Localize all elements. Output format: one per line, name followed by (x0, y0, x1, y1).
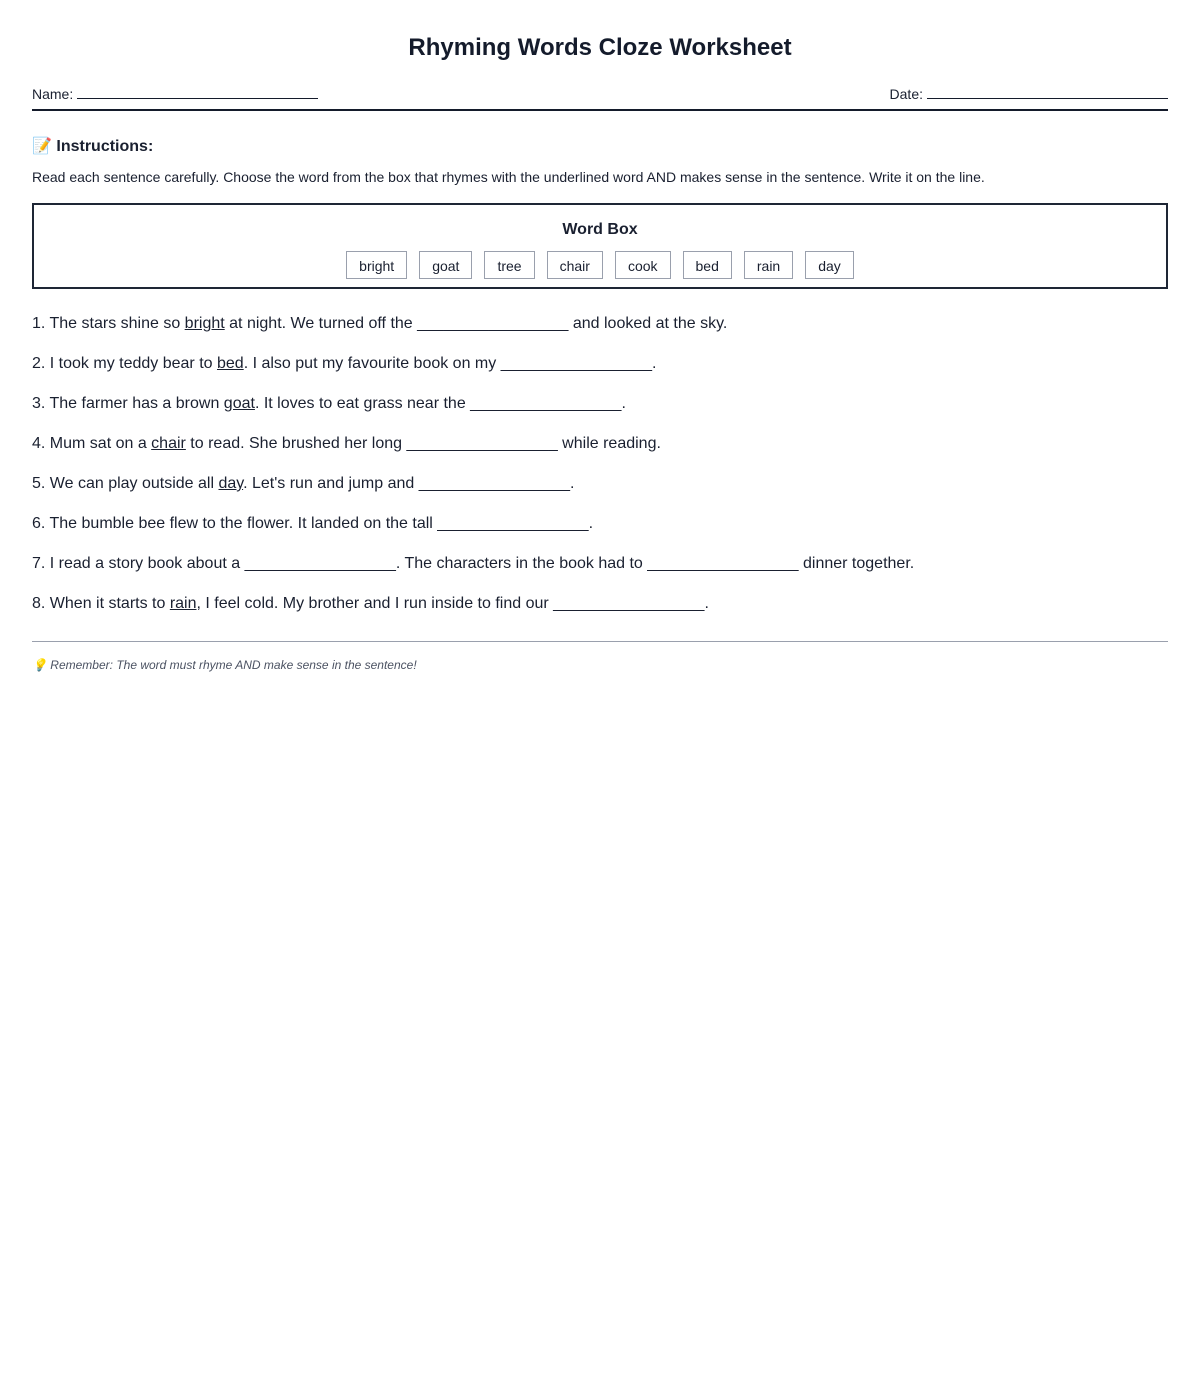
sentence-text: 1. The stars shine so (32, 315, 185, 332)
answer-blank[interactable]: _________________ (437, 515, 589, 532)
instructions-text: Read each sentence carefully. Choose the word from the box that rhymes with the underlined word AND makes sense in the sentence. Write it on the line. (32, 169, 985, 185)
instructions-heading-text: Instructions: (56, 138, 154, 155)
underlined-word: bed (216, 355, 244, 372)
answer-blank[interactable]: _________________ (470, 395, 622, 412)
date-label: Date: (889, 86, 923, 102)
word-chip: tree (484, 251, 534, 279)
page-title: Rhyming Words Cloze Worksheet (408, 34, 792, 61)
word-chip: chair (547, 251, 603, 279)
sentence-text: 7. I read a story book about a (32, 555, 245, 572)
word-chip: rain (744, 251, 793, 279)
word-chip: bed (683, 251, 732, 279)
name-field[interactable] (32, 83, 318, 103)
question-5 (32, 474, 1168, 494)
answer-blank[interactable]: _________________ (244, 555, 396, 572)
date-line[interactable] (927, 83, 1168, 99)
answer-blank[interactable]: _________________ (406, 435, 558, 452)
answer-blank[interactable]: _________________ (553, 595, 705, 612)
sentence-text: 3. The farmer has a brown (32, 395, 224, 412)
sentence-text: . It loves to eat grass near the (254, 395, 471, 412)
sentence-text: , I feel cold. My brother and I run inside to find our (196, 595, 554, 612)
word-chip: cook (615, 251, 671, 279)
name-label: Name: (32, 86, 74, 102)
word-box (32, 203, 1168, 289)
answer-blank[interactable]: _________________ (500, 355, 652, 372)
reminder-text: Remember: The word must rhyme AND make sense in the sentence! (50, 658, 417, 672)
answer-blank[interactable]: _________________ (418, 475, 570, 492)
answer-blank[interactable]: _________________ (417, 315, 569, 332)
worksheet (0, 0, 1200, 672)
header-fields (32, 83, 1168, 111)
question-7 (32, 554, 1168, 574)
sentence-text: . (588, 515, 594, 532)
question-1 (32, 314, 1168, 334)
sentence-text: . Let's run and jump and (243, 475, 419, 492)
question-6 (32, 514, 1168, 534)
instructions-heading (32, 137, 1168, 157)
underlined-word: day (218, 475, 244, 492)
sentence-text: 6. The bumble bee flew to the flower. It landed on the tall (32, 515, 438, 532)
sentence-text: 8. When it starts to (32, 595, 170, 612)
sentence-text: while reading. (557, 435, 661, 452)
sentence-text: . The characters in the book had to (395, 555, 648, 572)
reminder (32, 658, 1168, 672)
underlined-word: bright (184, 315, 225, 332)
question-list (32, 314, 1168, 614)
question-4 (32, 434, 1168, 454)
word-chip: bright (346, 251, 407, 279)
sentence-text: . (569, 475, 575, 492)
sentence-text: and looked at the sky. (568, 315, 728, 332)
sentence-text: . (651, 355, 657, 372)
sentence-text: dinner together. (798, 555, 915, 572)
divider (32, 641, 1168, 642)
sentence-text: 5. We can play outside all (32, 475, 219, 492)
question-3 (32, 394, 1168, 414)
question-8 (32, 594, 1168, 614)
sentence-text: 2. I took my teddy bear to (32, 355, 217, 372)
sentence-text: . I also put my favourite book on my (243, 355, 501, 372)
sentence-text: at night. We turned off the (224, 315, 418, 332)
memo-icon: 📝 (32, 138, 52, 155)
underlined-word: goat (223, 395, 255, 412)
question-2 (32, 354, 1168, 374)
word-list (34, 251, 1166, 279)
underlined-word: chair (151, 435, 186, 452)
underlined-word: rain (169, 595, 197, 612)
answer-blank[interactable]: _________________ (647, 555, 799, 572)
word-chip: goat (419, 251, 472, 279)
date-field[interactable] (890, 83, 1168, 103)
name-line[interactable] (77, 83, 318, 99)
sentence-text: . (621, 395, 626, 412)
sentence-text: . (704, 595, 709, 612)
word-chip: day (805, 251, 854, 279)
lightbulb-icon: 💡 (32, 658, 47, 672)
word-box-title: Word Box (562, 221, 638, 238)
sentence-text: to read. She brushed her long (185, 435, 407, 452)
sentence-text: 4. Mum sat on a (32, 435, 152, 452)
